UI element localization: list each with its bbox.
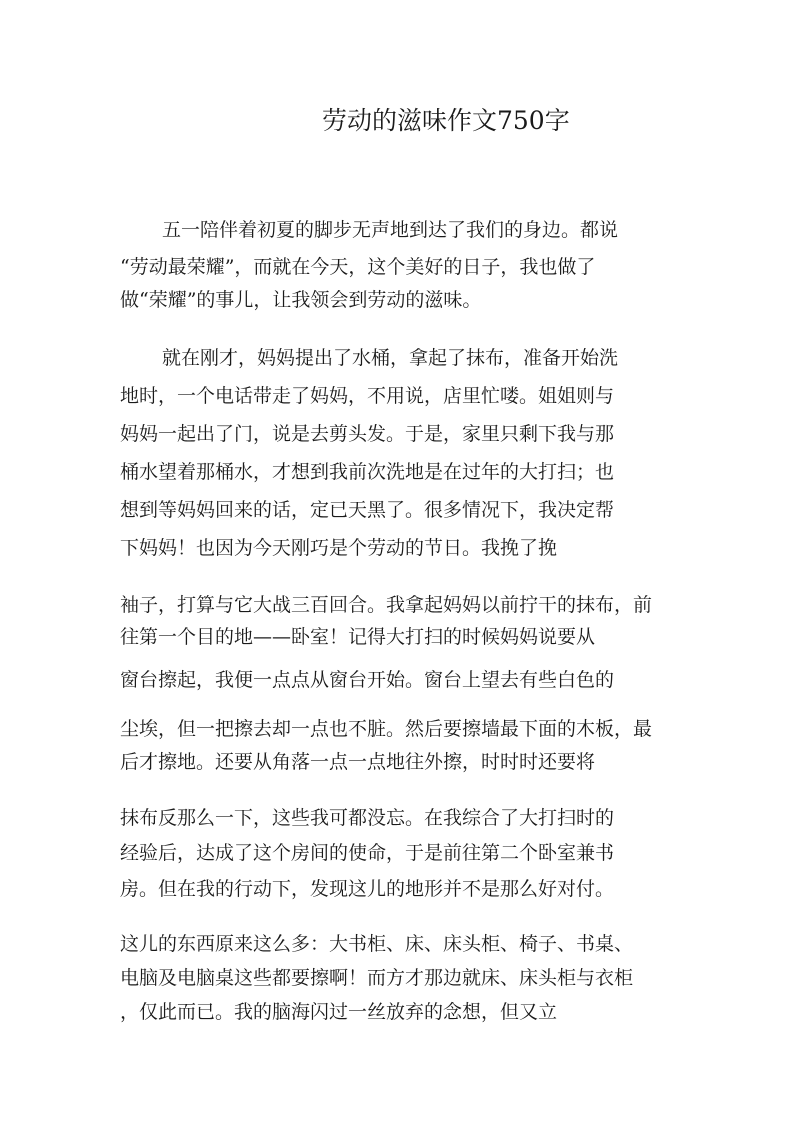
document-title: 劳动的滋味作文750字	[322, 106, 570, 135]
paragraph-line: 想到等妈妈回来的话，定已天黑了。很多情况下，我决定帮	[120, 499, 615, 521]
paragraph-line: 五一陪伴着初夏的脚步无声地到达了我们的身边。都说	[162, 219, 619, 241]
paragraph-line: 往第一个目的地——卧室！记得大打扫的时候妈妈说要从	[120, 626, 596, 648]
paragraph-line: 尘埃，但一把擦去却一点也不脏。然后要擦墙最下面的木板，最	[120, 718, 653, 740]
paragraph-line: 桶水望着那桶水，才想到我前次洗地是在过年的大打扫；也	[120, 461, 615, 483]
paragraph-line: ，仅此而已。我的脑海闪过一丝放弃的念想，但又立	[120, 1001, 558, 1023]
paragraph-line: 地时，一个电话带走了妈妈，不用说，店里忙喽。姐姐则与	[120, 385, 615, 407]
paragraph-line: 电脑及电脑桌这些都要擦啊！而方才那边就床、床头柜与衣柜	[120, 967, 634, 989]
paragraph-line: 就在刚才，妈妈提出了水桶，拿起了抹布，准备开始洗	[162, 347, 619, 369]
paragraph-line: 妈妈一起出了门，说是去剪头发。于是，家里只剩下我与那	[120, 423, 615, 445]
paragraph-line: 袖子，打算与它大战三百回合。我拿起妈妈以前拧干的抹布，前	[120, 594, 653, 616]
paragraph-line: 窗台擦起，我便一点点从窗台开始。窗台上望去有些白色的	[120, 669, 615, 691]
paragraph-line: 下妈妈！也因为今天刚巧是个劳动的节日。我挽了挽	[120, 537, 558, 559]
paragraph-line: 抹布反那么一下，这些我可都没忘。在我综合了大打扫时的	[120, 807, 615, 829]
paragraph-line: 做“荣耀”的事儿，让我领会到劳动的滋味。	[120, 289, 482, 311]
paragraph-line: 这儿的东西原来这么多：大书柜、床、床头柜、椅子、书桌、	[120, 933, 634, 955]
paragraph-line: 经验后，达成了这个房间的使命，于是前往第二个卧室兼书	[120, 842, 615, 864]
paragraph-line: 房。但在我的行动下，发现这儿的地形并不是那么好对付。	[120, 878, 615, 900]
paragraph-line: 后才擦地。还要从角落一点一点地往外擦，时时时还要将	[120, 751, 596, 773]
paragraph-line: “劳动最荣耀”，而就在今天，这个美好的日子，我也做了	[120, 256, 596, 278]
